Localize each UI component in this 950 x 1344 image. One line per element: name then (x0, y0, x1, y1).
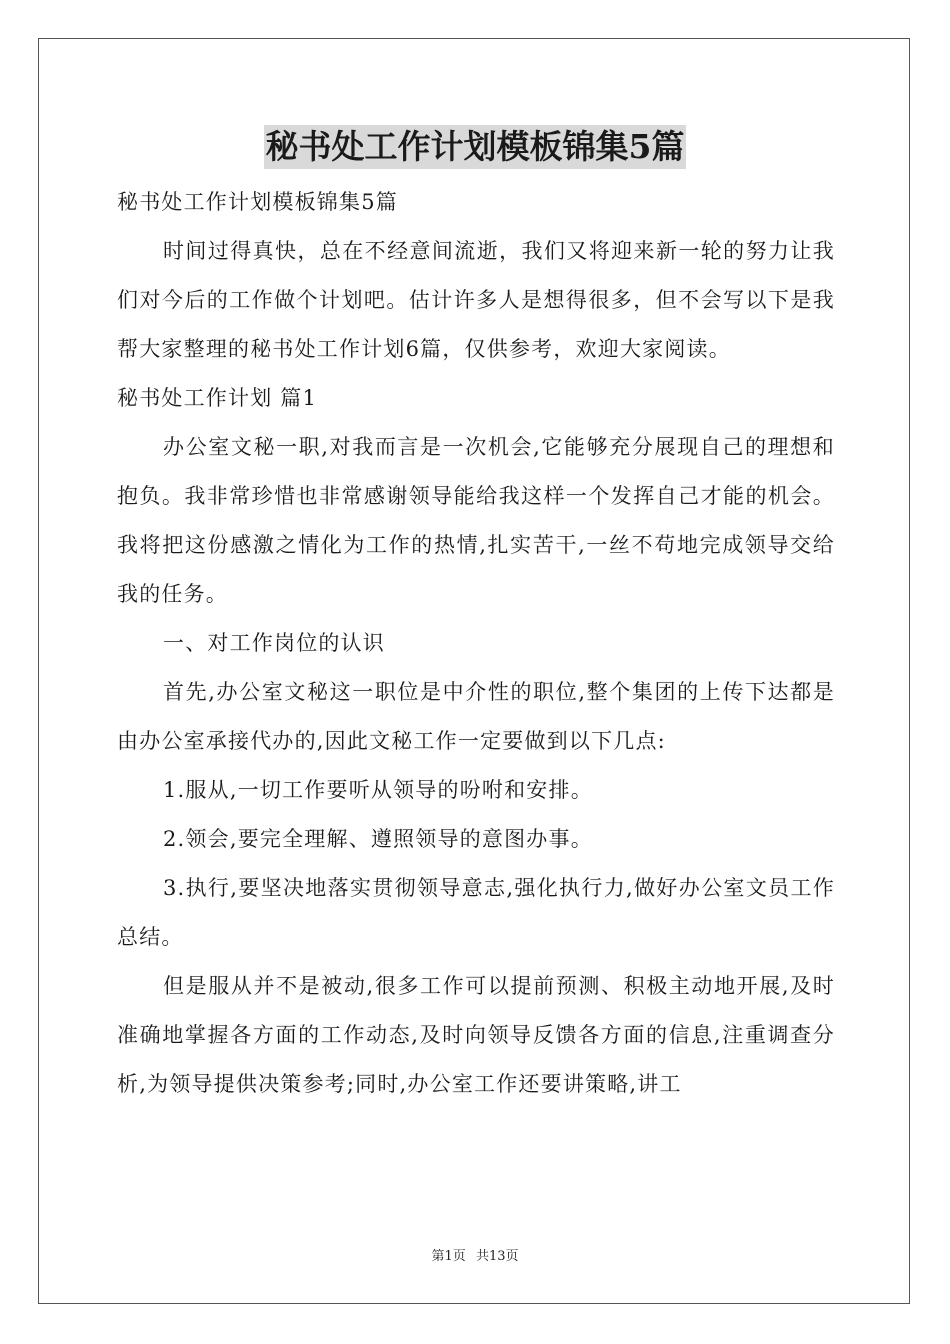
section-heading: 秘书处工作计划 篇1 (117, 386, 318, 410)
list-item: 2.领会,要完全理解、遵照领导的意图办事。 (163, 827, 593, 851)
document-title: 秘书处工作计划模板锦集5篇 (264, 125, 687, 169)
subheading: 一、对工作岗位的认识 (163, 631, 385, 655)
title-container (0, 125, 950, 169)
paragraph: 首先,办公室文秘这一职位是中介性的职位,整个集团的上传下达都是由办公室承接代办的,因此文秘工作一定要做到以下几点: (117, 680, 835, 753)
paragraph: 秘书处工作计划模板锦集5篇 (117, 190, 398, 214)
page-number: 第1页 (431, 1249, 466, 1264)
paragraph: 办公室文秘一职,对我而言是一次机会,它能够充分展现自己的理想和抱负。我非常珍惜也非常感谢领导能给我这样一个发挥自己才能的机会。我将把这份感激之情化为工作的热情,扎实苦干,一丝不苟地完成领导交给我的任务。 (117, 435, 835, 606)
list-item: 1.服从,一切工作要听从领导的吩咐和安排。 (163, 778, 593, 802)
paragraph: 时间过得真快，总在不经意间流逝，我们又将迎来新一轮的努力让我们对今后的工作做个计划吧。估计许多人是想得很多，但不会写以下是我帮大家整理的秘书处工作计划6篇，仅供参考，欢迎大家阅读。 (117, 239, 835, 361)
list-item: 3.执行,要坚决地落实贯彻领导意志,强化执行力,做好办公室文员工作总结。 (117, 876, 835, 949)
document-body (117, 178, 835, 1109)
paragraph: 但是服从并不是被动,很多工作可以提前预测、积极主动地开展,及时准确地掌握各方面的工作动态,及时向领导反馈各方面的信息,注重调查分析,为领导提供决策参考;同时,办公室工作还要讲策略,讲工 (117, 974, 835, 1096)
page-total: 共13页 (475, 1249, 519, 1264)
page-footer (0, 1245, 950, 1264)
